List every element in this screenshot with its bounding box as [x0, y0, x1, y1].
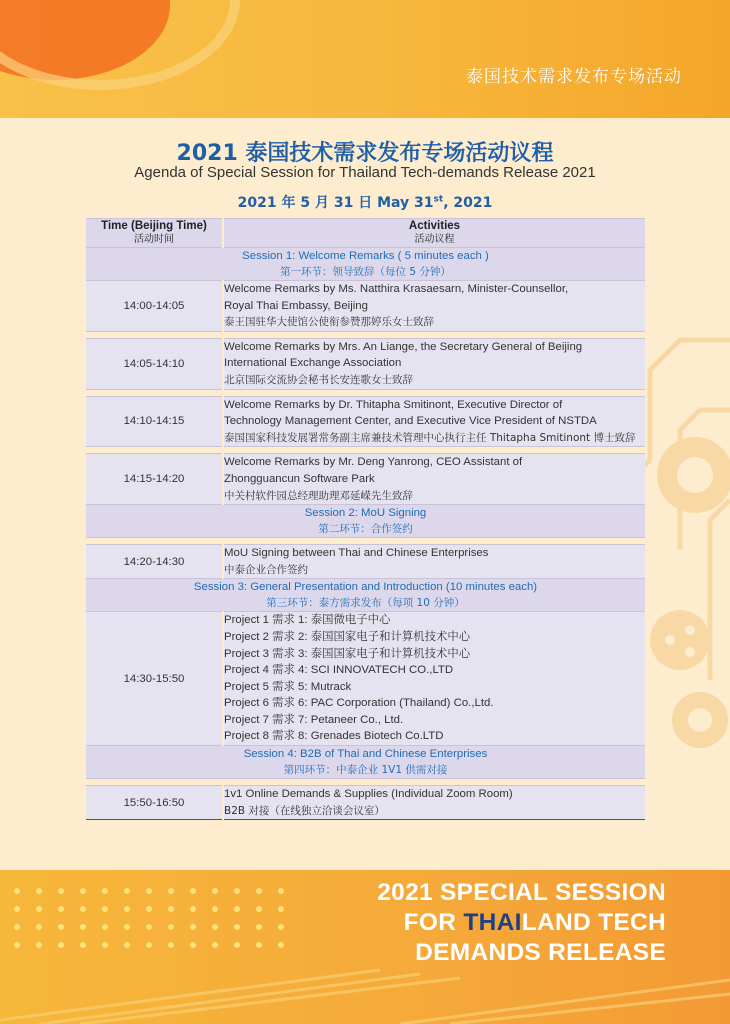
activity-cell: [223, 396, 645, 447]
activity-line: Technology Management Center, and Executive Vice President of NSTDA: [224, 415, 597, 428]
page-title-zh: 2021 泰国技术需求发布专场活动议程: [176, 141, 554, 166]
page-title-en: Agenda of Special Session for Thailand Tech-demands Release 2021: [134, 164, 596, 181]
session-4-heading: [86, 746, 645, 779]
row-divider: [86, 389, 645, 396]
decor-dot: [278, 924, 284, 930]
activity-cell: [223, 612, 645, 746]
project-line: Project 3 需求 3: 泰国国家电子和计算机技术中心: [224, 647, 471, 660]
activity-line: Welcome Remarks by Ms. Natthira Krasaesarn, Minister-Counsellor,: [224, 283, 569, 295]
decor-dot: [58, 942, 64, 948]
session-3-heading: [86, 579, 645, 612]
decor-dot: [58, 888, 64, 894]
decor-dot: [256, 888, 262, 894]
activity-zh: 中泰企业合作签约: [224, 563, 308, 576]
activity-cell: [223, 454, 645, 505]
decor-dot: [234, 942, 240, 948]
decor-dot: [190, 924, 196, 930]
agenda-row: [86, 454, 645, 505]
agenda-row: [86, 545, 645, 579]
decor-dot: [80, 924, 86, 930]
decor-dot: [36, 942, 42, 948]
decor-dot: [212, 906, 218, 912]
session-title-zh: 第四环节：中泰企业 1V1 供需对接: [283, 764, 448, 777]
time-cell: 14:10-14:15: [86, 396, 223, 447]
row-divider: [86, 538, 645, 545]
decor-dot: [14, 906, 20, 912]
project-line: Project 2 需求 2: 泰国国家电子和计算机技术中心: [224, 630, 471, 643]
footer-line-3: DEMANDS RELEASE: [415, 939, 666, 966]
decor-dot: [102, 888, 108, 894]
event-date-sup: st: [433, 194, 444, 205]
dot-pattern: [14, 888, 324, 968]
decor-dot: [146, 906, 152, 912]
activities-header-en: Activities: [408, 220, 461, 232]
stripe-decoration: [0, 960, 730, 1024]
event-date: [0, 192, 730, 212]
decor-dot: [80, 906, 86, 912]
time-header-en: Time (Beijing Time): [101, 220, 207, 232]
time-cell: 15:50-16:50: [86, 786, 223, 820]
decor-dot: [124, 942, 130, 948]
activity-cell: [223, 281, 645, 332]
row-divider: [86, 779, 645, 786]
decor-dot: [256, 942, 262, 948]
footer-line-2-suffix: LAND TECH: [521, 909, 666, 936]
project-line: Project 8 需求 8: Grenades Biotech Co.LTD: [224, 730, 444, 743]
project-line: Project 6 需求 6: PAC Corporation (Thailand) Co.,Ltd.: [224, 697, 494, 710]
decor-dot: [168, 924, 174, 930]
session-row: [86, 579, 645, 612]
event-date-year: , 2021: [443, 195, 493, 211]
decor-dot: [278, 942, 284, 948]
agenda-row: [86, 396, 645, 447]
activities-header-zh: 活动议程: [414, 234, 455, 245]
decor-dot: [278, 906, 284, 912]
footer-line-2: [377, 908, 666, 938]
activity-line: Welcome Remarks by Dr. Thitapha Smitinont, Executive Director of: [224, 398, 563, 411]
activity-line: Welcome Remarks by Mr. Deng Yanrong, CEO Assistant of: [224, 456, 523, 469]
session-title-zh: 第二环节：合作签约: [318, 523, 413, 536]
footer-line-2-prefix: FOR: [403, 909, 464, 936]
agenda-row: [86, 338, 645, 389]
row-divider: [86, 447, 645, 454]
session-2-heading: [86, 505, 645, 538]
time-cell: 14:30-15:50: [86, 612, 223, 746]
decor-dot: [168, 942, 174, 948]
decor-dot: [14, 888, 20, 894]
activity-line: Zhongguancun Software Park: [224, 472, 375, 485]
footer-accent: THAI: [463, 909, 522, 936]
time-cell: 14:05-14:10: [86, 338, 223, 389]
decor-dot: [212, 888, 218, 894]
time-header-zh: 活动时间: [134, 234, 174, 245]
session-1-heading: [86, 248, 645, 281]
decor-dot: [190, 906, 196, 912]
activity-zh: B2B 对接（在线独立洽谈会议室）: [224, 804, 385, 817]
session-title-en: Session 1: Welcome Remarks ( 5 minutes each ): [242, 250, 489, 262]
time-cell: 14:15-14:20: [86, 454, 223, 505]
decor-dot: [278, 888, 284, 894]
activity-line: 1v1 Online Demands & Supplies (Individual Zoom Room): [224, 788, 513, 801]
decor-dot: [212, 942, 218, 948]
agenda-table: [86, 218, 645, 820]
decor-dot: [234, 924, 240, 930]
activity-cell: [223, 545, 645, 579]
activity-cell: [223, 338, 645, 389]
decor-dot: [102, 942, 108, 948]
session-row: [86, 746, 645, 779]
decor-dot: [146, 942, 152, 948]
activity-line: MoU Signing between Thai and Chinese Enterprises: [224, 547, 489, 560]
decor-dot: [14, 942, 20, 948]
header-band: [0, 0, 730, 118]
time-cell: 14:00-14:05: [86, 281, 223, 332]
activity-zh: 中关村软件园总经理助理邓延嵘先生致辞: [224, 489, 413, 502]
footer-line-1: 2021 SPECIAL SESSION: [377, 879, 666, 906]
project-line: Project 5 需求 5: Mutrack: [224, 680, 352, 693]
decor-dot: [190, 888, 196, 894]
decor-dot: [36, 888, 42, 894]
session-title-zh: 第三环节：泰方需求发布（每项 10 分钟）: [266, 597, 465, 610]
decor-dot: [102, 924, 108, 930]
activity-line: International Exchange Association: [224, 357, 402, 370]
decor-dot: [146, 924, 152, 930]
decor-dot: [168, 906, 174, 912]
agenda-row: [86, 612, 645, 746]
activity-line: Welcome Remarks by Mrs. An Liange, the Secretary General of Beijing: [224, 340, 583, 353]
decor-dot: [102, 906, 108, 912]
agenda-row: [86, 786, 645, 820]
decor-dot: [124, 906, 130, 912]
activity-zh: 北京国际交流协会秘书长安连歌女士致辞: [224, 373, 413, 386]
agenda-row: [86, 281, 645, 332]
project-line: Project 4 需求 4: SCI INNOVATECH CO.,LTD: [224, 664, 454, 677]
project-line: Project 1 需求 1: 泰国微电子中心: [224, 614, 391, 627]
decor-dot: [124, 888, 130, 894]
decor-dot: [256, 906, 262, 912]
row-divider: [86, 331, 645, 338]
share-icon: [650, 610, 710, 670]
decor-dot: [80, 942, 86, 948]
decor-dot: [190, 942, 196, 948]
decor-dot: [146, 888, 152, 894]
corner-swoosh-ring: [0, 0, 240, 90]
decor-dot: [58, 906, 64, 912]
footer-title: [377, 878, 666, 968]
decor-dot: [234, 906, 240, 912]
session-title-en: Session 2: MoU Signing: [304, 507, 427, 520]
decor-dot: [256, 924, 262, 930]
time-column-header: [86, 219, 223, 248]
decor-dot: [234, 888, 240, 894]
time-cell: 14:20-14:30: [86, 545, 223, 579]
activity-cell: [223, 786, 645, 820]
decor-dot: [14, 924, 20, 930]
decor-dot: [36, 924, 42, 930]
decor-dot: [124, 924, 130, 930]
activity-zh: 泰国国家科技发展署常务副主席兼技术管理中心执行主任 Thitapha Smitinont 博士致辞: [224, 431, 636, 444]
decor-dot: [168, 888, 174, 894]
decor-dot: [212, 924, 218, 930]
table-header-row: [86, 219, 645, 248]
activity-line: Royal Thai Embassy, Beijing: [224, 299, 368, 312]
decor-dot: [58, 924, 64, 930]
activities-column-header: [223, 219, 645, 248]
header-tag: 泰国技术需求发布专场活动: [466, 67, 682, 87]
session-title-en: Session 3: General Presentation and Introduction (10 minutes each): [193, 581, 538, 594]
session-title-zh: 第一环节：领导致辞（每位 5 分钟）: [280, 266, 451, 278]
session-row: [86, 248, 645, 281]
activity-zh: 泰王国驻华大使馆公使衔参赞那婷乐女士致辞: [224, 316, 434, 329]
decor-dot: [36, 906, 42, 912]
decor-dot: [80, 888, 86, 894]
session-title-en: Session 4: B2B of Thai and Chinese Enterprises: [243, 748, 488, 761]
project-line: Project 7 需求 7: Petaneer Co., Ltd.: [224, 713, 404, 726]
session-row: [86, 505, 645, 538]
event-date-main: 2021 年 5 月 31 日 May 31: [237, 195, 434, 211]
